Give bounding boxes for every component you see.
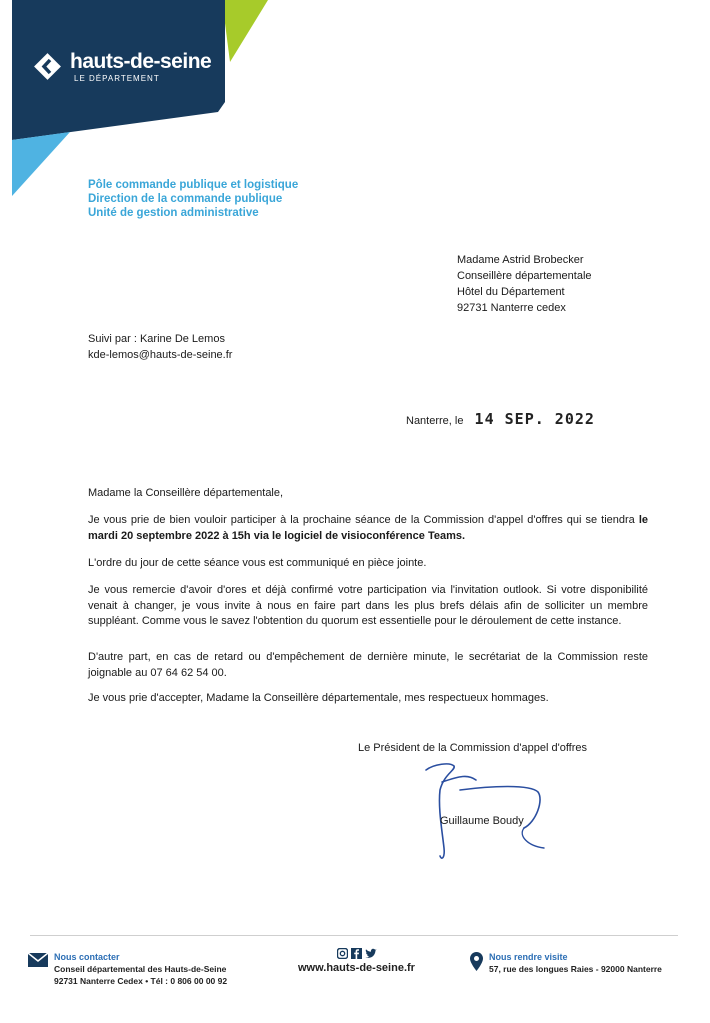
paragraph-secretariat: D'autre part, en cas de retard ou d'empêchement de dernière minute, le secrétariat de la Commission reste joignable au 07 64 62 54 00.	[88, 651, 648, 679]
department-logo	[0, 0, 270, 200]
signature-title: Le Président de la Commission d'appel d'offres	[358, 742, 588, 754]
recipient-role: Conseillère départementale	[457, 270, 592, 282]
salutation: Madame la Conseillère départementale,	[88, 487, 284, 499]
follow-up-email[interactable]: kde-lemos@hauts-de-seine.fr	[88, 349, 233, 361]
social-icons	[337, 948, 377, 959]
recipient-name: Madame Astrid Brobecker	[457, 254, 584, 266]
visit-heading: Nous rendre visite	[489, 952, 568, 962]
visit-address: 57, rue des longues Raies - 92000 Nanterre	[489, 964, 662, 974]
website-link[interactable]: www.hauts-de-seine.fr	[298, 962, 415, 974]
date-stamp: 14 SEP. 2022	[474, 410, 595, 428]
recipient-building: Hôtel du Département	[457, 286, 565, 298]
place-label: Nanterre, le	[406, 415, 464, 427]
follow-up-block	[88, 331, 232, 363]
place-date	[406, 410, 595, 428]
service-unit: Unité de gestion administrative	[88, 207, 259, 219]
location-pin-icon	[470, 952, 483, 976]
signature-name: Guillaume Boudy	[440, 815, 524, 827]
service-direction: Direction de la commande publique	[88, 193, 283, 205]
invitation-date: le mardi 20 septembre 2022 à 15h via le logiciel de visioconférence Teams.	[88, 514, 648, 542]
contact-heading: Nous contacter	[54, 952, 120, 962]
handwritten-signature	[420, 760, 550, 865]
recipient-city: 92731 Nanterre cedex	[457, 302, 566, 314]
follow-up-contact: Suivi par : Karine De Lemos	[88, 333, 225, 345]
paragraph-invitation	[88, 513, 648, 544]
recipient-address	[457, 252, 592, 316]
instagram-icon[interactable]	[337, 948, 348, 959]
paragraph-participation: Je vous remercie d'avoir d'ores et déjà confirmé votre participation via l'invitation outlook. Si votre disponibilité venait à changer, je vous invite à nous en faire part dans les plus brefs délais afin de solliciter un membre suppléant. Comme vous le savez l'obtention du quorum est essentielle pour le déroulement de cette instance.	[88, 584, 648, 627]
contact-address: Conseil départemental des Hauts-de-Seine	[54, 964, 227, 974]
service-pole: Pôle commande publique et logistique	[88, 179, 299, 191]
facebook-icon[interactable]	[351, 948, 362, 959]
envelope-icon	[28, 953, 48, 972]
paragraph-agenda: L'ordre du jour de cette séance vous est communiqué en pièce jointe.	[88, 557, 427, 569]
logo-subtitle: LE DÉPARTEMENT	[74, 74, 160, 83]
paragraph-closing: Je vous prie d'accepter, Madame la Conseillère départementale, mes respectueux hommages.	[88, 692, 549, 704]
footer-divider	[30, 935, 678, 936]
twitter-icon[interactable]	[365, 948, 377, 959]
logo-name: hauts-de-seine	[70, 50, 212, 73]
contact-phone: 92731 Nanterre Cedex • Tél : 0 806 00 00 92	[54, 976, 228, 986]
invitation-text: Je vous prie de bien vouloir participer à la prochaine séance de la Commission d'appel d'offres qui se tiendra	[88, 514, 639, 526]
